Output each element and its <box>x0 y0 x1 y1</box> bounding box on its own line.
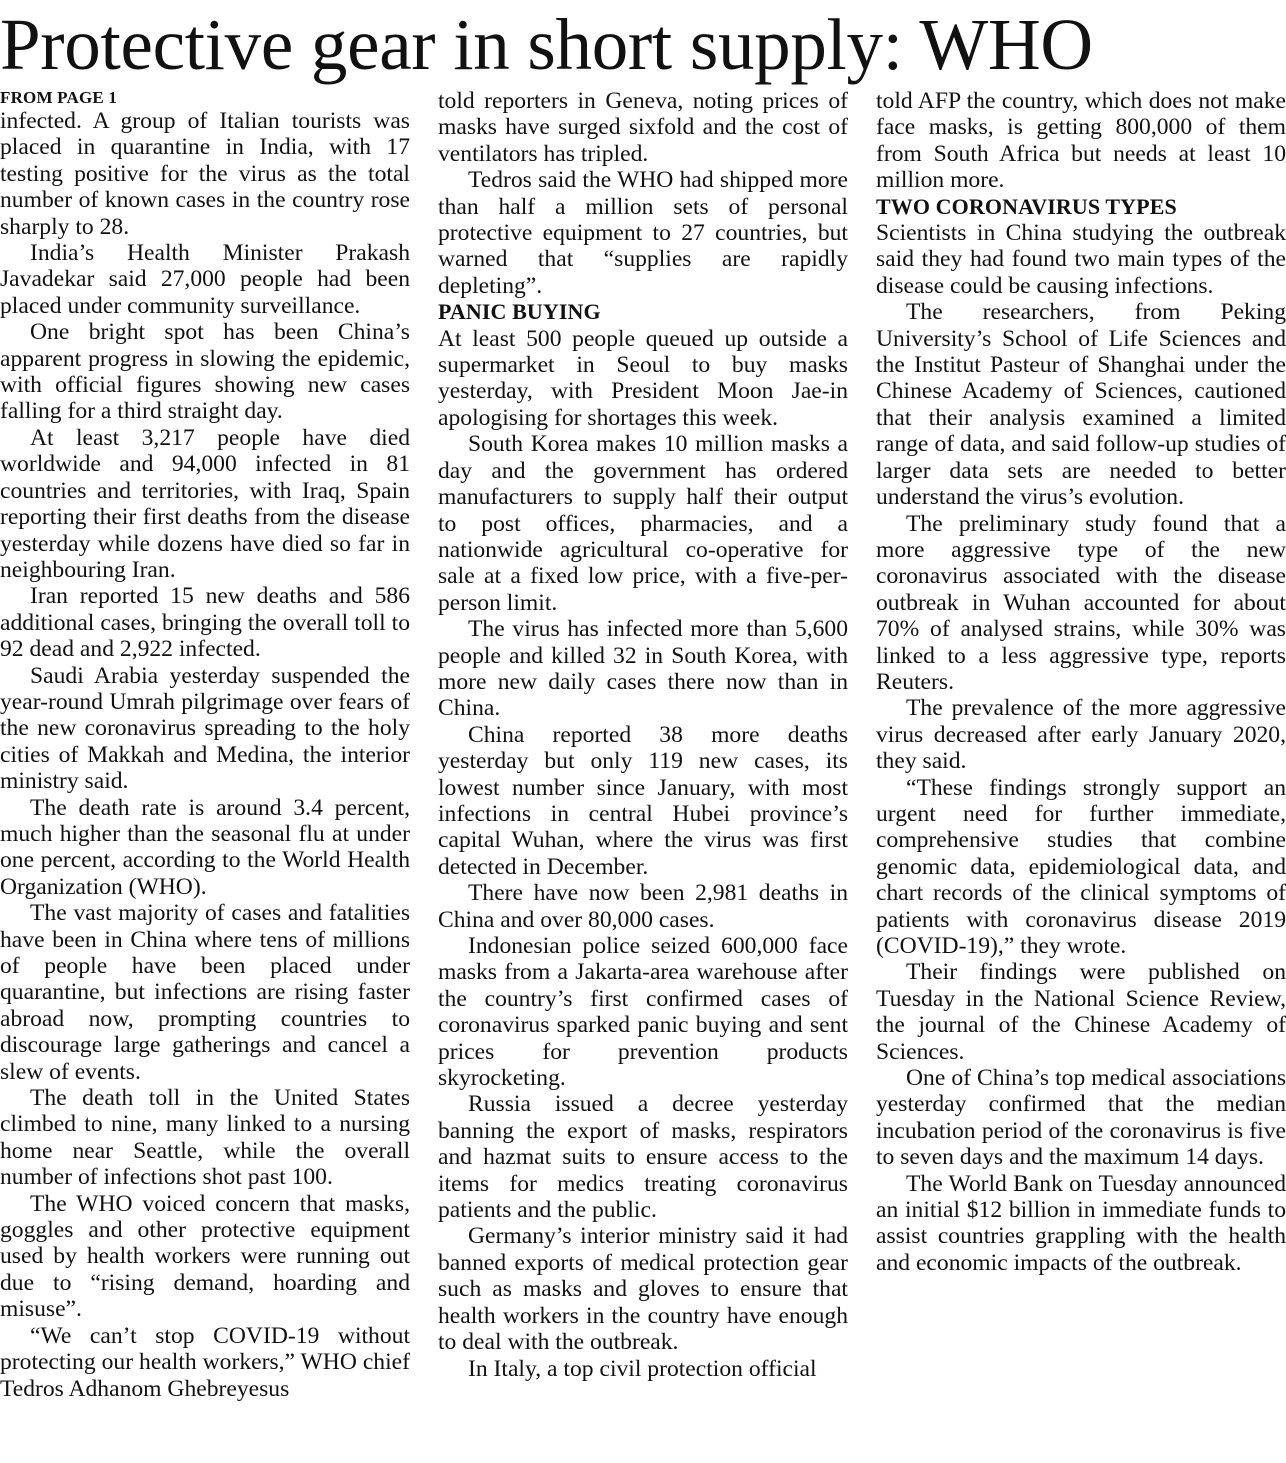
paragraph: The researchers, from Peking University’s School of Life Sciences and the Institut Pasteur of Shanghai under the Chinese Academy of Sciences, cautioned that their analysis examined a limited range of data, and said follow-up studies of larger data sets are needed to better understand the virus’s evolution. <box>876 299 1286 511</box>
paragraph: At least 500 people queued up outside a supermarket in Seoul to buy masks yesterday, with President Moon Jae-in apologising for shortages this week. <box>438 325 848 431</box>
section-subheading: TWO CORONAVIRUS TYPES <box>876 193 1177 219</box>
paragraph: Iran reported 15 new deaths and 586 additional cases, bringing the overall toll to 92 dead and 2,922 infected. <box>0 583 410 663</box>
paragraph: Scientists in China studying the outbreak said they had found two main types of the disease could be causing infections. <box>876 220 1286 299</box>
paragraph: The preliminary study found that a more aggressive type of the new coronavirus associated with the disease outbreak in Wuhan accounted for about 70% of analysed strains, while 30% was linked to a less aggressive type, reports Reuters. <box>876 510 1286 695</box>
headline: Protective gear in short supply: WHO <box>0 4 1093 85</box>
column-1-body <box>0 108 410 1402</box>
paragraph: Their findings were published on Tuesday in the National Science Review, the journal of the Chinese Academy of Sciences. <box>876 959 1286 1065</box>
paragraph: The death rate is around 3.4 percent, much higher than the seasonal flu at under one percent, according to the World Health Organization (WHO). <box>0 794 410 900</box>
paragraph: Saudi Arabia yesterday suspended the year-round Umrah pilgrimage over fears of the new coronavirus spreading to the holy cities of Makkah and Medina, the interior ministry said. <box>0 662 410 795</box>
column-2-body <box>438 88 848 1382</box>
section-subheading: PANIC BUYING <box>438 299 601 325</box>
continued-from-label: FROM PAGE 1 <box>0 88 118 107</box>
paragraph: There have now been 2,981 deaths in China and over 80,000 cases. <box>438 880 848 933</box>
article-column-3 <box>876 88 1286 1276</box>
paragraph: One of China’s top medical associations yesterday confirmed that the median incubation period of the coronavirus is five to seven days and the maximum 14 days. <box>876 1065 1286 1171</box>
paragraph: South Korea makes 10 million masks a day and the government has ordered manufacturers to supply half their output to post offices, pharmacies, and a nationwide agricultural co-operative for sale at a fixed low price, with a five-per-person limit. <box>438 431 848 616</box>
paragraph: Indonesian police seized 600,000 face masks from a Jakarta-area warehouse after the country’s first confirmed cases of coronavirus sparked panic buying and sent prices for prevention products skyrocketing. <box>438 933 848 1092</box>
column-3-body <box>876 88 1286 1276</box>
paragraph: One bright spot has been China’s apparent progress in slowing the epidemic, with official figures showing new cases falling for a third straight day. <box>0 319 410 425</box>
paragraph: At least 3,217 people have died worldwide and 94,000 infected in 81 countries and territories, with Iraq, Spain reporting their first deaths from the disease yesterday while dozens have died so far in neighbouring Iran. <box>0 424 410 583</box>
paragraph: The virus has infected more than 5,600 people and killed 32 in South Korea, with more new daily cases there now than in China. <box>438 616 848 722</box>
paragraph: The WHO voiced concern that masks, goggles and other protective equipment used by health workers were running out due to “rising demand, hoarding and misuse”. <box>0 1190 410 1323</box>
paragraph: The World Bank on Tuesday announced an initial $12 billion in immediate funds to assist countries grappling with the health and economic impacts of the outbreak. <box>876 1170 1286 1276</box>
paragraph: The prevalence of the more aggressive virus decreased after early January 2020, they said. <box>876 695 1286 775</box>
paragraph: “These findings strongly support an urgent need for further immediate, comprehensive studies that combine genomic data, epidemiological data, and chart records of the clinical symptoms of patients with coronavirus disease 2019 (COVID-19),” they wrote. <box>876 774 1286 959</box>
paragraph: In Italy, a top civil protection official <box>468 1355 817 1382</box>
paragraph: India’s Health Minister Prakash Javadekar said 27,000 people had been placed under community surveillance. <box>0 240 410 319</box>
paragraph: told AFP the country, which does not make face masks, is getting 800,000 of them from South Africa but needs at least 10 million more. <box>876 88 1286 194</box>
paragraph: Tedros said the WHO had shipped more than half a million sets of personal protective equipment to 27 countries, but warned that “supplies are rapidly depleting”. <box>438 167 848 299</box>
paragraph: infected. A group of Italian tourists was placed in quarantine in India, with 17 testing positive for the virus as the total number of known cases in the country rose sharply to 28. <box>0 108 410 240</box>
paragraph: The vast majority of cases and fatalities have been in China where tens of millions of people have been placed under quarantine, but infections are rising faster abroad now, prompting countries to discourage large gatherings and cancel a slew of events. <box>0 900 410 1085</box>
paragraph: “We can’t stop COVID-19 without protecting our health workers,” WHO chief Tedros Adhanom Ghebreyesus <box>0 1322 410 1402</box>
paragraph: China reported 38 more deaths yesterday but only 119 new cases, its lowest number since January, with most infections in central Hubei province’s capital Wuhan, where the virus was first detected in December. <box>438 721 848 880</box>
article-column-2 <box>438 88 848 1382</box>
article-column-1 <box>0 88 410 1402</box>
paragraph: Germany’s interior ministry said it had banned exports of medical protection gear such as masks and gloves to ensure that health workers in the country have enough to deal with the outbreak. <box>438 1223 848 1356</box>
paragraph: Russia issued a decree yesterday banning the export of masks, respirators and hazmat suits to ensure access to the items for medics treating coronavirus patients and the public. <box>438 1091 848 1224</box>
paragraph: told reporters in Geneva, noting prices of masks have surged sixfold and the cost of ventilators has tripled. <box>438 88 848 167</box>
paragraph: The death toll in the United States climbed to nine, many linked to a nursing home near Seattle, while the overall number of infections shot past 100. <box>0 1085 410 1191</box>
